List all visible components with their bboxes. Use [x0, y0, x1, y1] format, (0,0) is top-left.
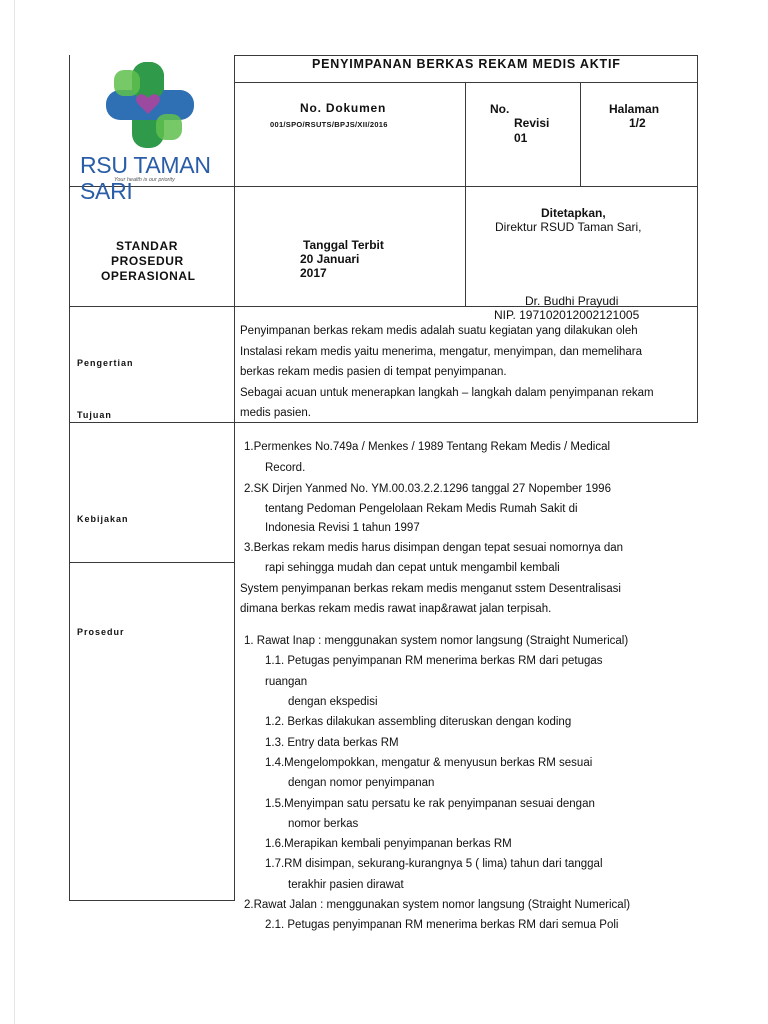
direktur-label: Direktur RSUD Taman Sari, — [495, 220, 642, 234]
tujuan-line: medis pasien. — [240, 407, 311, 419]
hospital-tagline: Your health is our priority — [114, 177, 175, 183]
pengertian-line: berkas rekam medis pasien di tempat penyimpanan. — [240, 366, 507, 378]
no-revisi-value: 01 — [514, 131, 528, 145]
spo-line-2: PROSEDUR — [111, 254, 184, 268]
medical-cross-logo-icon — [102, 60, 202, 160]
prosedur-line: 1.7.RM disimpan, sekurang-kurangnya 5 ( lima) tahun dari tanggal — [265, 858, 603, 870]
prosedur-line: 2.1. Petugas penyimpanan RM menerima berkas RM dari semua Poli — [265, 919, 619, 931]
tanggal-terbit-value-1: 20 Januari — [300, 252, 360, 266]
kebijakan-line: 1.Permenkes No.749a / Menkes / 1989 Tentang Rekam Medis / Medical — [244, 441, 611, 453]
no-dokumen-label: No. Dokumen — [300, 101, 387, 115]
kebijakan-line: rapi sehingga mudah dan cepat untuk mengambil kembali — [265, 562, 560, 574]
halaman-value: 1/2 — [629, 116, 646, 130]
prosedur-line: 2.Rawat Jalan : menggunakan system nomor langsung (Straight Numerical) — [244, 899, 631, 911]
hospital-name: RSU TAMAN SARI — [80, 152, 211, 204]
signer-nip: NIP. 197102012002121005 — [494, 308, 640, 322]
halaman-label: Halaman — [609, 102, 660, 116]
prosedur-line: 1. Rawat Inap : menggunakan system nomor langsung (Straight Numerical) — [244, 635, 629, 647]
pengertian-label: Pengertian — [77, 358, 134, 368]
no-revisi-label-1: No. — [490, 102, 510, 116]
pengertian-line: Instalasi rekam medis yaitu menerima, mengatur, menyimpan, dan memelihara — [240, 346, 643, 358]
kebijakan-line: 2.SK Dirjen Yanmed No. YM.00.03.2.2.1296 tanggal 27 Nopember 1996 — [244, 483, 611, 495]
tujuan-label: Tujuan — [77, 410, 112, 420]
prosedur-line: 1.5.Menyimpan satu persatu ke rak penyimpanan sesuai dengan — [265, 798, 595, 810]
tujuan-line: Sebagai acuan untuk menerapkan langkah – langkah dalam penyimpanan rekam — [240, 387, 654, 399]
tanggal-terbit-label: Tanggal Terbit — [303, 238, 384, 252]
prosedur-line: 1.4.Mengelompokkan, mengatur & menyusun berkas RM sesuai — [265, 757, 593, 769]
no-dokumen-value: 001/SPO/RSUTS/BPJS/XII/2016 — [270, 120, 388, 129]
kebijakan-line: 3.Berkas rekam medis harus disimpan dengan tepat sesuai nomornya dan — [244, 542, 624, 554]
page-edge — [14, 0, 15, 1024]
prosedur-line: terakhir pasien dirawat — [288, 879, 404, 891]
prosedur-line: 1.2. Berkas dilakukan assembling diteruskan dengan koding — [265, 716, 572, 728]
prosedur-line: 1.6.Merapikan kembali penyimpanan berkas RM — [265, 838, 512, 850]
no-revisi-label-2: Revisi — [514, 116, 550, 130]
spo-line-1: STANDAR — [116, 239, 178, 253]
pengertian-line: Penyimpanan berkas rekam medis adalah suatu kegiatan yang dilakukan oleh — [240, 325, 638, 337]
kebijakan-line: Record. — [265, 462, 306, 474]
prosedur-line: dimana berkas rekam medis rawat inap&rawat jalan terpisah. — [240, 603, 552, 615]
prosedur-line: dengan nomor penyimpanan — [288, 777, 435, 789]
signer-name: Dr. Budhi Prayudi — [525, 294, 619, 308]
spo-line-3: OPERASIONAL — [101, 269, 196, 283]
tanggal-terbit-value-2: 2017 — [300, 266, 327, 280]
ditetapkan-label: Ditetapkan, — [541, 206, 606, 220]
prosedur-line: 1.1. Petugas penyimpanan RM menerima berkas RM dari petugas — [265, 655, 603, 667]
hospital-logo — [70, 56, 234, 204]
kebijakan-line: Indonesia Revisi 1 tahun 1997 — [265, 522, 420, 534]
prosedur-line: nomor berkas — [288, 818, 359, 830]
prosedur-line: System penyimpanan berkas rekam medis menganut sstem Desentralisasi — [240, 583, 621, 595]
prosedur-line: dengan ekspedisi — [288, 696, 378, 708]
prosedur-line: ruangan — [265, 676, 308, 688]
prosedur-label: Prosedur — [77, 627, 125, 637]
prosedur-line: 1.3. Entry data berkas RM — [265, 737, 399, 749]
kebijakan-line: tentang Pedoman Pengelolaan Rekam Medis Rumah Sakit di — [265, 503, 578, 515]
document-title: PENYIMPANAN BERKAS REKAM MEDIS AKTIF — [312, 57, 621, 71]
kebijakan-label: Kebijakan — [77, 514, 129, 524]
